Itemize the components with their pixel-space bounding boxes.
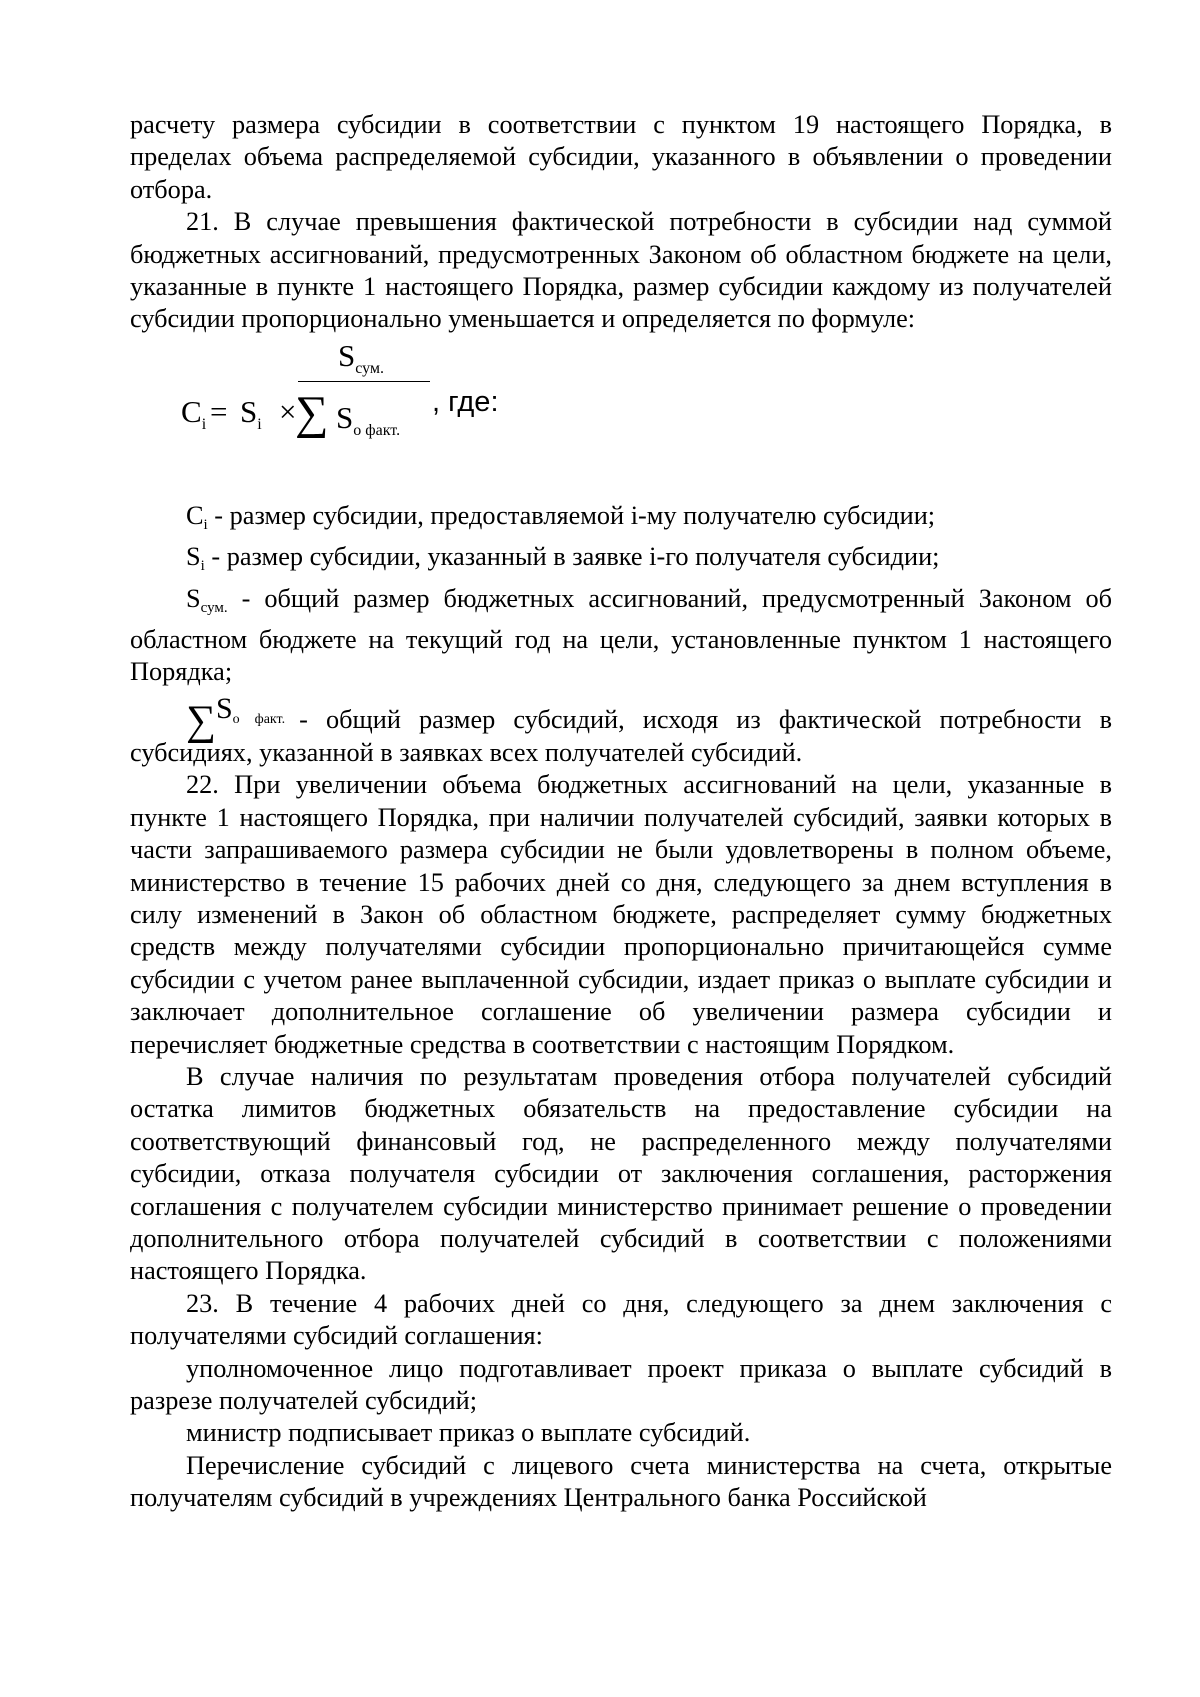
formula-denominator: $S_{о факт.}$ xyxy=(336,399,401,439)
formula-numerator: $S_{сум.}$ xyxy=(338,337,385,377)
definition-si: $S_i$ - размер субсидии, указанный в заявке i-го получателя субсидии; xyxy=(186,542,940,575)
paragraph-continuation: расчету размера субсидии в соответствии с пунктом 19 настоящего Порядка, в пределах объема распределяемой субсидии, указанного в объявлении о проведении отбора. xyxy=(130,110,1112,204)
definition-sfact: ∑Sо факт. - общий размер субсидий, исходя из фактической потребности в субсидиях, указанной в заявках всех получателей субсидий. xyxy=(130,691,1112,767)
formula xyxy=(130,336,1112,500)
formula-s: $S_i$ xyxy=(240,393,262,433)
paragraph-22-second: В случае наличия по результатам проведения отбора получателей субсидий остатка лимитов бюджетных обязательств на предоставление субсидии на соответствующий финансовый год, не распределенного между получателями субсидии, отказа получателя субсидии от заключения соглашения, расторжения соглашения с получателем субсидии министерство принимает решение о проведении дополнительного отбора получателей субсидий в соответствии с положениями настоящего Порядка. xyxy=(130,1061,1112,1286)
paragraph-23: 23. В течение 4 рабочих дней со дня, следующего за днем заключения с получателями субсидий соглашения: xyxy=(130,1288,1112,1351)
formula-fraction-bar xyxy=(298,381,430,382)
formula-sigma: ∑ xyxy=(295,386,329,439)
formula-where: , где: xyxy=(432,385,499,418)
paragraph-23-transfer: Перечисление субсидий с лицевого счета министерства на счета, открытые получателям субсидий в учреждениях Центрального банка Российской xyxy=(130,1450,1112,1513)
paragraph-23-item-2: министр подписывает приказ о выплате субсидий. xyxy=(186,1418,751,1448)
definition-ci: $C_i$ - размер субсидии, предоставляемой i-му получателю субсидии; xyxy=(186,500,936,533)
paragraph-21: 21. В случае превышения фактической потребности в субсидии над суммой бюджетных ассигнований, предусмотренных Законом об областном бюджете на цели, указанные в пункте 1 настоящего Порядка, размер субсидии каждому из получателей субсидии пропорционально уменьшается и определяется по формуле: xyxy=(130,207,1112,334)
sigma-icon: ∑ xyxy=(186,697,216,744)
formula-c: $C_i$ xyxy=(181,393,207,433)
formula-times: × xyxy=(279,393,297,429)
formula-equals: = xyxy=(210,393,228,429)
paragraph-23-item-1: уполномоченное лицо подготавливает проект приказа о выплате субсидий в разрезе получателей субсидий; xyxy=(130,1353,1112,1415)
definition-ssum: $S_{сум.}$ - общий размер бюджетных ассигнований, предусмотренный Законом об областном бюджете на текущий год на цели, установленные пунктом 1 настоящего Порядка; xyxy=(130,583,1112,687)
paragraph-22: 22. При увеличении объема бюджетных ассигнований на цели, указанные в пункте 1 настоящего Порядка, при наличии получателей субсидий, заявки которых в части запрашиваемого размера субсидии не были удовлетворены в полном объеме, министерство в течение 15 рабочих дней со дня, следующего за днем вступления в силу изменений в Закон об областном бюджете, распределяет сумму бюджетных средств между получателями субсидии пропорционально причитающейся сумме субсидии с учетом ранее выплаченной субсидии, издает приказ о выплате субсидии и заключает дополнительное соглашение об увеличении размера субсидии и перечисляет бюджетные средства в соответствии с настоящим Порядком. xyxy=(130,770,1112,1059)
